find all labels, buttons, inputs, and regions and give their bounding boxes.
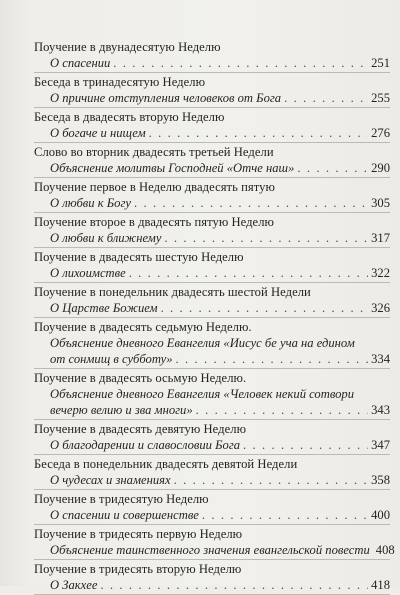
toc-entry-title-line: Объяснение дневного Евангелия «Иисус бе уча на едином: [50, 336, 355, 350]
toc-entry: [34, 108, 390, 143]
toc-entry-title: от сонмищ в субботу»: [50, 352, 173, 366]
toc-entry-page-number: 317: [371, 231, 390, 245]
toc-entry-title-row: [34, 402, 390, 418]
dot-leader: [176, 351, 369, 367]
toc-entry-heading: Поучение в двадесять седьмую Неделю.: [34, 320, 252, 334]
toc-entry: [34, 38, 390, 73]
toc-entry-heading: Слово во вторник двадесять третьей Недели: [34, 145, 274, 159]
dot-leader: [284, 90, 368, 106]
dot-leader: [149, 125, 368, 141]
toc-entry: [34, 178, 390, 213]
toc-entry-page-number: 305: [371, 196, 390, 210]
toc-entry-title-row: [34, 160, 390, 176]
toc-entry-heading: Поучение в понедельник двадесять шестой Недели: [34, 285, 311, 299]
toc-entry-title: О чудесах и знамениях: [50, 473, 171, 487]
toc-entry: [34, 455, 390, 490]
toc-entry-title: О причине отступления человеков от Бога: [50, 91, 282, 105]
toc-entry-page-number: 343: [371, 403, 390, 417]
toc-entry-page-number: 251: [371, 56, 390, 70]
toc-entry-title-row: [34, 507, 390, 523]
toc-entry-title-row: [34, 542, 395, 558]
toc-entry-heading: Беседа в понедельник двадесять девятой Недели: [34, 457, 298, 471]
toc-entry-page-number: 334: [371, 352, 390, 366]
toc-entry: [34, 525, 395, 560]
toc-entry-title-row: [34, 230, 390, 246]
toc-entry-heading: Поучение второе в двадесять пятую Неделю: [34, 215, 274, 229]
toc-entry: [34, 318, 390, 369]
toc-entry: [34, 420, 390, 455]
toc-entry-title: О спасении: [50, 56, 111, 70]
toc-entry-title: О любви к Богу: [50, 196, 131, 210]
toc-entry-page-number: 418: [371, 578, 390, 592]
toc-entry-title: Объяснение молитвы Господней «Отче наш»: [50, 161, 295, 175]
dot-leader: [129, 265, 368, 281]
dot-leader: [100, 577, 368, 593]
toc-entry-page-number: 358: [371, 473, 390, 487]
toc-entry-heading: Поучение в двадесять шестую Неделю: [34, 250, 244, 264]
toc-entry-heading: Поучение в двадесять осьмую Неделю.: [34, 371, 247, 385]
toc-entry: [34, 490, 390, 525]
toc-entry-title: вечерю велию и зва многи»: [50, 403, 193, 417]
toc-entry-title: О богаче и нищем: [50, 126, 146, 140]
toc-entry-page-number: 400: [371, 508, 390, 522]
toc-entry: [34, 560, 390, 595]
toc-entry-title-row: [34, 577, 390, 593]
toc-entry-title-row: [34, 125, 390, 141]
toc-entry: [34, 248, 390, 283]
dot-leader: [164, 230, 368, 246]
toc-entry-page-number: 326: [371, 301, 390, 315]
toc-entry-title: О благодарении и славословии Бога: [50, 438, 241, 452]
toc-entry-title: О лихоимстве: [50, 266, 126, 280]
toc-entry-heading: Беседа в тринадесятую Неделю: [34, 75, 206, 89]
toc-entry: [34, 213, 390, 248]
toc-entry-title-row: [34, 300, 390, 316]
dot-leader: [134, 195, 368, 211]
toc-entry-heading: Поучение в тридесять вторую Неделю: [34, 562, 242, 576]
toc-entry-title: О спасении и совершенстве: [50, 508, 199, 522]
toc-entry-heading: Поучение в тридесять первую Неделю: [34, 527, 243, 541]
dot-leader: [113, 55, 368, 71]
toc-entry: [34, 283, 390, 318]
toc-entry-title-row: [34, 55, 390, 71]
toc-entry-page-number: 347: [371, 438, 390, 452]
toc-entry-title-row: [34, 265, 390, 281]
toc-entry-title-line: Объяснение дневного Евангелия «Человек некий сотвори: [50, 387, 355, 401]
toc-entry: [34, 143, 390, 178]
toc-entry-title-row: [34, 472, 390, 488]
toc-entry-page-number: 276: [371, 126, 390, 140]
toc-entry-title-row: [34, 90, 390, 106]
toc-entry-heading: Беседа в двадесять вторую Неделю: [34, 110, 225, 124]
toc-entry-title: О Царстве Божием: [50, 301, 158, 315]
toc-entry: [34, 73, 390, 108]
dot-leader: [202, 507, 368, 523]
toc-entry-page-number: 255: [371, 91, 390, 105]
table-of-contents: [34, 38, 395, 595]
toc-entry-title: Объяснение таинственного значения евангельской повести: [50, 543, 370, 557]
toc-entry-title-row: [34, 437, 390, 453]
toc-entry-heading: Поучение в двунадесятую Неделю: [34, 40, 221, 54]
dot-leader: [174, 472, 369, 488]
dot-leader: [297, 160, 368, 176]
dot-leader: [196, 402, 368, 418]
toc-entry-page-number: 322: [371, 266, 390, 280]
toc-entry: [34, 369, 390, 420]
toc-entry-title: О любви к ближнему: [50, 231, 162, 245]
dot-leader: [243, 437, 368, 453]
toc-entry-heading: Поучение в двадесять девятую Неделю: [34, 422, 247, 436]
toc-entry-heading: Поучение первое в Неделю двадесять пятую: [34, 180, 275, 194]
toc-entry-page-number: 408: [375, 543, 395, 557]
dot-leader: [161, 300, 369, 316]
toc-entry-page-number: 290: [371, 161, 390, 175]
toc-entry-heading: Поучение в тридесятую Неделю: [34, 492, 209, 506]
toc-entry-title-row: [34, 351, 390, 367]
toc-entry-title-row: [34, 195, 390, 211]
toc-entry-title: О Закхее: [50, 578, 98, 592]
